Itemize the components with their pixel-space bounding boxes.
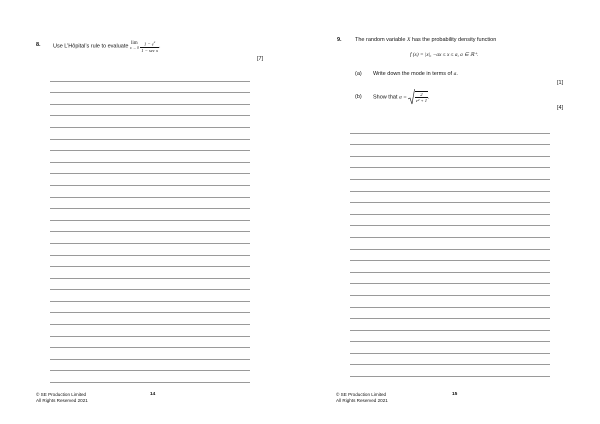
- answer-line[interactable]: [50, 325, 250, 337]
- answer-line[interactable]: [50, 337, 250, 349]
- limit-fraction: [140, 40, 159, 53]
- end-punctuation: .: [159, 43, 161, 50]
- part-b-text: Show that a = $\frac{2}{\text{e² + 1}}$ .: [373, 89, 430, 105]
- footer-line-1: © SE Production Limited: [36, 392, 87, 397]
- marks-label: [7]: [257, 56, 264, 62]
- answer-line[interactable]: [50, 290, 250, 302]
- fraction-denominator: 1 − sec x: [141, 47, 159, 53]
- part-b-marks: [4]: [557, 105, 564, 111]
- answer-line[interactable]: [350, 192, 550, 204]
- root-numerator: 2: [415, 92, 428, 98]
- answer-lines[interactable]: [50, 70, 250, 383]
- answer-line[interactable]: [50, 302, 250, 314]
- pdf-lhs: f (x) =: [410, 52, 424, 58]
- answer-line[interactable]: [50, 140, 250, 152]
- pdf-abs: |x|: [424, 52, 431, 58]
- question-intro: The random variable X has the probability density function: [355, 37, 497, 43]
- answer-line[interactable]: [350, 134, 550, 146]
- fraction-numerator: $1 - e^x$: [140, 40, 159, 48]
- footer-line-2: All Rights Reserved 2021: [36, 398, 88, 404]
- footer-line-1: © SE Production Limited: [336, 392, 387, 397]
- part-a-var: a: [453, 71, 457, 77]
- footer-copyright: [36, 392, 88, 405]
- answer-line[interactable]: [50, 151, 250, 163]
- answer-line[interactable]: [50, 128, 250, 140]
- answer-line[interactable]: [350, 250, 550, 262]
- question-number: 8.: [36, 42, 41, 48]
- answer-line[interactable]: [350, 238, 550, 250]
- answer-line[interactable]: [350, 180, 550, 192]
- answer-line[interactable]: [50, 371, 250, 383]
- answer-line[interactable]: [350, 145, 550, 157]
- answer-line[interactable]: [50, 267, 250, 279]
- answer-line[interactable]: [50, 186, 250, 198]
- answer-line[interactable]: [50, 82, 250, 94]
- answer-line[interactable]: [50, 174, 250, 186]
- page-number: 15: [452, 392, 458, 397]
- answer-line[interactable]: [350, 215, 550, 227]
- answer-line[interactable]: [350, 273, 550, 285]
- answer-line[interactable]: [50, 209, 250, 221]
- answer-line[interactable]: [350, 157, 550, 169]
- answer-line[interactable]: [350, 342, 550, 354]
- footer-line-2: All Rights Reserved 2021: [336, 398, 388, 404]
- answer-line[interactable]: [350, 331, 550, 343]
- footer-copyright: [336, 392, 388, 405]
- answer-line[interactable]: [350, 261, 550, 273]
- answer-line[interactable]: [350, 226, 550, 238]
- answer-line[interactable]: [350, 296, 550, 308]
- answer-line[interactable]: [50, 244, 250, 256]
- answer-line[interactable]: [50, 116, 250, 128]
- question-text: [53, 40, 161, 53]
- part-a-label: (a): [355, 71, 362, 77]
- answer-line[interactable]: [50, 93, 250, 105]
- answer-line[interactable]: [50, 313, 250, 325]
- answer-line[interactable]: [50, 256, 250, 268]
- answer-line[interactable]: [350, 168, 550, 180]
- answer-line[interactable]: [350, 365, 550, 377]
- answer-line[interactable]: [50, 348, 250, 360]
- part-a-text: Write down the mode in terms of a.: [373, 71, 458, 77]
- pdf-formula: [410, 52, 478, 58]
- answer-line[interactable]: [350, 354, 550, 366]
- root-fraction: [415, 91, 428, 103]
- part-b-label: (b): [355, 94, 362, 100]
- answer-line[interactable]: [50, 221, 250, 233]
- answer-line[interactable]: [350, 203, 550, 215]
- page-number: 14: [150, 392, 156, 397]
- answer-line[interactable]: [350, 284, 550, 296]
- answer-lines[interactable]: [350, 122, 550, 377]
- answer-line[interactable]: [50, 70, 250, 82]
- random-variable: X: [406, 37, 411, 43]
- part-a-marks: [1]: [557, 80, 564, 86]
- root-denominator: e² + 1: [415, 98, 427, 103]
- square-root: [408, 89, 428, 105]
- answer-line[interactable]: [50, 198, 250, 210]
- answer-line[interactable]: [350, 122, 550, 134]
- answer-line[interactable]: [50, 163, 250, 175]
- pdf-condition: , −ax ≤ x ≤ a, a ∈ ℝ⁺.: [430, 52, 479, 58]
- lim-subscript: x → 0: [129, 46, 139, 51]
- answer-line[interactable]: [50, 279, 250, 291]
- part-b-lhs: a =: [399, 94, 407, 101]
- lim-word: lim: [131, 41, 138, 47]
- answer-line[interactable]: [50, 105, 250, 117]
- answer-line[interactable]: [50, 232, 250, 244]
- page-15: [300, 0, 600, 424]
- limit-expression: [130, 41, 139, 51]
- question-number: 9.: [337, 37, 342, 43]
- answer-line[interactable]: [50, 360, 250, 372]
- answer-line[interactable]: [350, 308, 550, 320]
- answer-line[interactable]: [350, 319, 550, 331]
- question-prompt: Use L’Hôpital’s rule to evaluate: [53, 43, 129, 50]
